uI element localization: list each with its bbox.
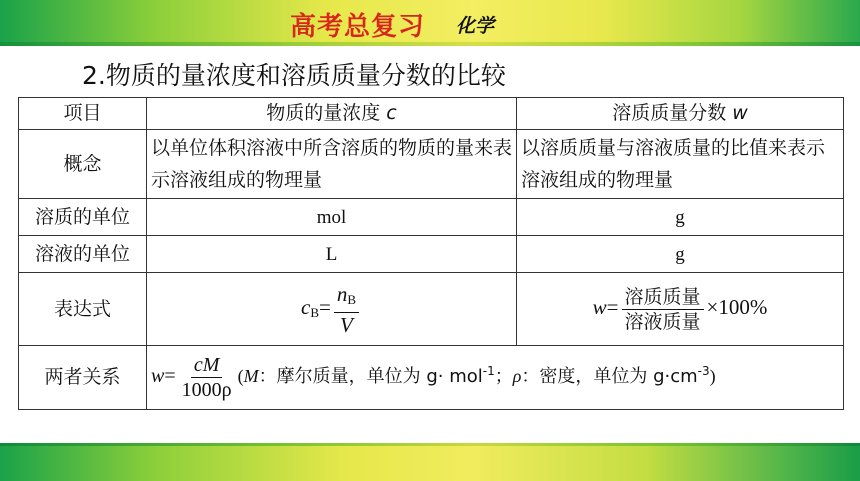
solute-unit-label: 溶质的单位 bbox=[19, 199, 147, 236]
fraction-denominator: 溶液质量 bbox=[624, 310, 701, 333]
concept-mass-frac-cell bbox=[517, 130, 844, 199]
top-banner bbox=[0, 0, 860, 46]
header-molar-conc-symbol: c bbox=[386, 102, 397, 124]
table-row-header bbox=[19, 98, 844, 130]
relation-rho-superscript: -3 bbox=[697, 364, 710, 379]
formula-w-symbol: w bbox=[592, 294, 607, 319]
header-mass-frac-symbol: w bbox=[732, 102, 748, 124]
header-molar-conc-label: 物质的量浓度 bbox=[266, 102, 381, 124]
relation-label: 两者关系 bbox=[19, 346, 147, 410]
table-row-expression bbox=[19, 273, 844, 346]
formula-fraction bbox=[622, 285, 704, 334]
relation-paren-close: ) bbox=[709, 366, 716, 387]
mass-frac-formula bbox=[592, 285, 768, 333]
comparison-table bbox=[18, 97, 844, 410]
fraction-denominator: V bbox=[340, 312, 353, 337]
relation-equals: = bbox=[164, 365, 176, 388]
header-mass-frac-cell bbox=[517, 98, 844, 130]
formula-fraction bbox=[334, 282, 359, 337]
banner-subject: 化学 bbox=[456, 15, 495, 37]
solution-unit-mass-frac: g bbox=[517, 236, 844, 273]
formula-percent-tail: ×100% bbox=[706, 294, 768, 319]
header-item-label: 项目 bbox=[63, 102, 102, 124]
relation-m-description: ：摩尔质量，单位为 g· mol bbox=[258, 366, 483, 388]
banner-title: 高考总复习 bbox=[290, 12, 426, 42]
formula-c-subscript: B bbox=[310, 304, 319, 320]
solution-unit-molar-conc: L bbox=[147, 236, 517, 273]
formula-equals: = bbox=[606, 294, 619, 319]
relation-fraction bbox=[179, 353, 235, 402]
table-row-concept bbox=[19, 130, 844, 199]
relation-rho-description: ：密度，单位为 g·cm bbox=[521, 366, 698, 388]
fraction-numerator bbox=[334, 282, 359, 313]
fraction-numerator: 溶质质量 bbox=[622, 285, 704, 310]
concept-molar-conc-text: 以单位体积溶液中所含溶质的物质的量来表示溶液组成的物理量 bbox=[151, 137, 513, 191]
expression-molar-conc-cell bbox=[147, 273, 517, 346]
expression-label: 表达式 bbox=[19, 273, 147, 346]
header-molar-conc-cell bbox=[147, 98, 517, 130]
table-row-solution-unit bbox=[19, 236, 844, 273]
expression-mass-frac-cell bbox=[517, 273, 844, 346]
relation-numerator: cM bbox=[191, 353, 223, 378]
relation-paren-open: ( bbox=[237, 366, 244, 387]
concept-label: 概念 bbox=[19, 130, 147, 199]
relation-formula-cell bbox=[147, 346, 844, 410]
solute-unit-molar-conc: mol bbox=[147, 199, 517, 236]
relation-denominator: 1000ρ bbox=[181, 379, 232, 401]
relation-rho-symbol: ρ bbox=[512, 366, 522, 387]
formula-n-subscript: B bbox=[347, 291, 356, 307]
relation-separator: ； bbox=[494, 366, 513, 388]
solution-unit-label: 溶液的单位 bbox=[19, 236, 147, 273]
table-row-solute-unit bbox=[19, 199, 844, 236]
table-row-relation bbox=[19, 346, 844, 410]
section-heading: 2.物质的量浓度和溶质质量分数的比较 bbox=[82, 61, 506, 90]
solute-unit-mass-frac: g bbox=[517, 199, 844, 236]
formula-n-symbol: n bbox=[336, 281, 348, 306]
formula-c-symbol: c bbox=[300, 294, 311, 319]
relation-m-symbol: M bbox=[243, 366, 259, 387]
molar-conc-formula bbox=[300, 281, 362, 337]
header-mass-frac-label: 溶质质量分数 bbox=[612, 102, 727, 124]
formula-equals: = bbox=[318, 294, 331, 319]
concept-mass-frac-text: 以溶质质量与溶液质量的比值来表示溶液组成的物理量 bbox=[521, 137, 826, 191]
relation-w-symbol: w bbox=[151, 365, 165, 388]
bottom-banner bbox=[0, 443, 860, 481]
header-item-cell bbox=[19, 98, 147, 130]
concept-molar-conc-cell bbox=[147, 130, 517, 199]
relation-m-superscript: -1 bbox=[482, 364, 495, 379]
